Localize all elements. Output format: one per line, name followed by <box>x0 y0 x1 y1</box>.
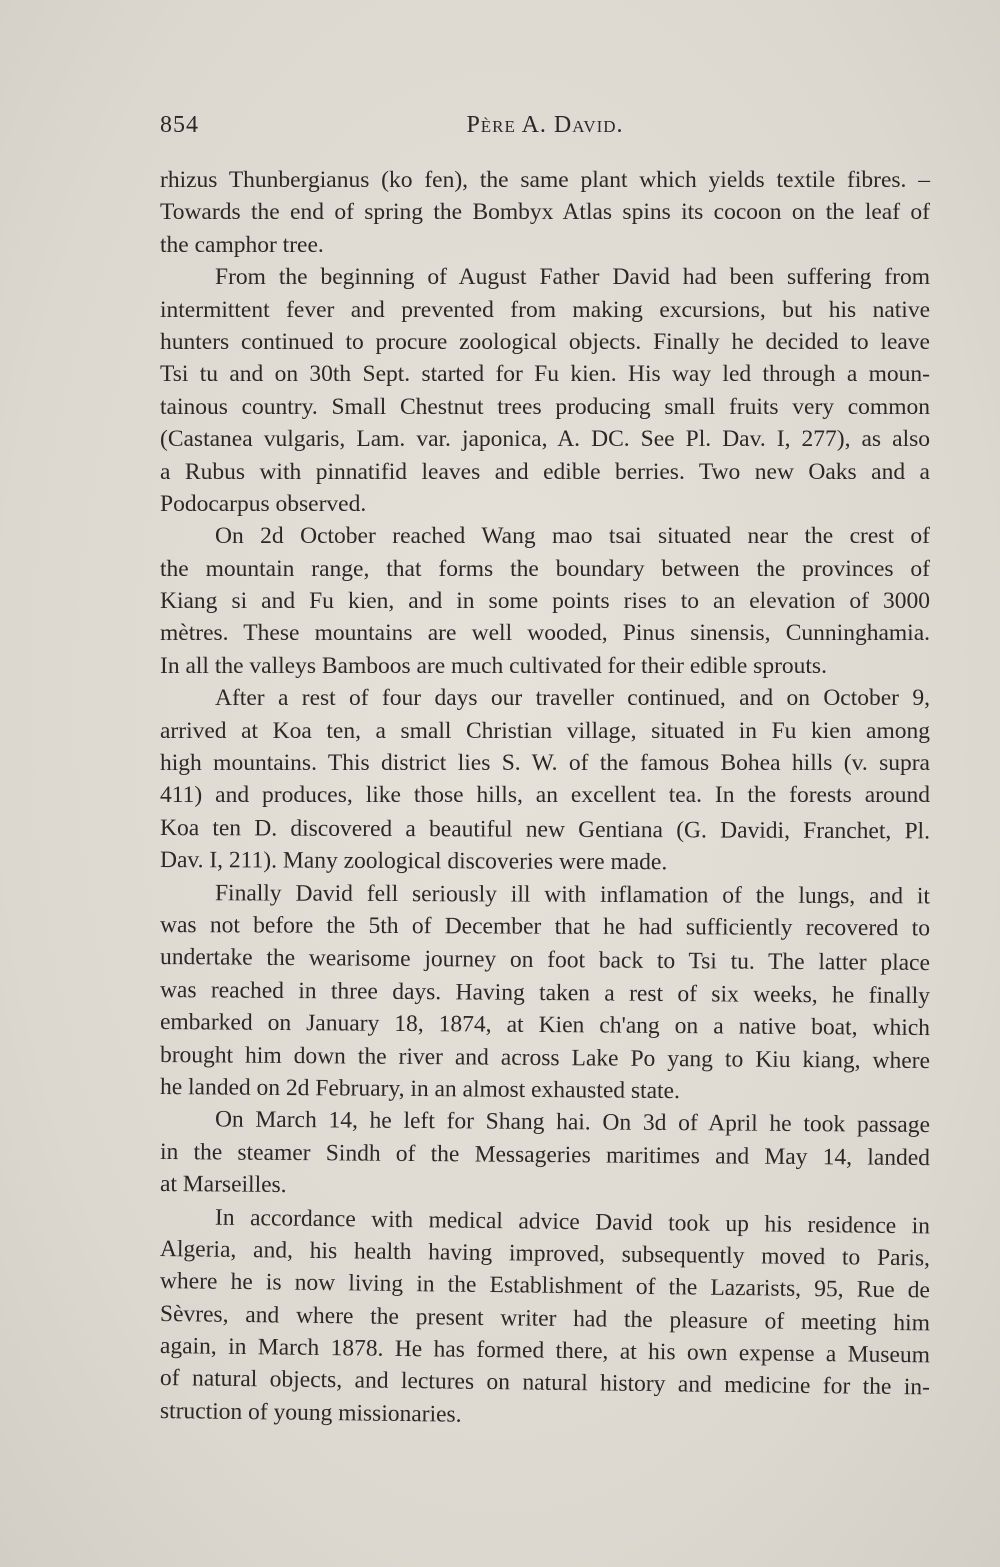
running-head: Père A. David. <box>466 112 624 138</box>
text-line: undertake the wearisome journey on foot back to Tsi tu. The latter place <box>159 944 931 977</box>
text-line: Algeria, and, his health having improved, subsequently moved to Paris, <box>159 1235 931 1272</box>
text-line: where he is now living in the Establishment of the Lazarists, 95, Rue de <box>159 1268 931 1304</box>
text-line: Towards the end of spring the Bombyx Atlas spins its cocoon on the leaf of <box>160 199 930 226</box>
text-line: again, in March 1878. He has formed there, at his own expense a Museum <box>159 1333 931 1369</box>
text-line: (Castanea vulgaris, Lam. var. japonica, A. DC. See Pl. Dav. I, 277), as also <box>160 426 930 453</box>
text-line: struction of young missionaries. <box>159 1397 462 1428</box>
text-line: hunters continued to procure zoological objects. Finally he decided to leave <box>160 328 930 355</box>
text-line: the mountain range, that forms the boundary between the provinces of <box>160 555 930 582</box>
text-line: arrived at Koa ten, a small Christian village, situated in Fu kien among <box>160 717 930 744</box>
text-line: On March 14, he left for Shang hai. On 3d of April he took passage <box>214 1106 931 1139</box>
text-line: of natural objects, and lectures on natural history and medicine for the in- <box>159 1365 931 1401</box>
text-line: tainous country. Small Chestnut trees producing small fruits very common <box>160 393 930 420</box>
body-text <box>160 164 930 1427</box>
text-line: On 2d October reached Wang mao tsai situated near the crest of <box>215 523 930 550</box>
text-line: mètres. These mountains are well wooded, Pinus sinensis, Cunninghamia. <box>160 620 930 647</box>
text-line: Podocarpus observed. <box>160 490 367 517</box>
text-line: he landed on 2d February, in an almost exhausted state. <box>159 1073 680 1105</box>
text-line: at Marseilles. <box>159 1171 287 1199</box>
text-line: in the steamer Sindh of the Messageries maritimes and May 14, landed <box>159 1138 931 1171</box>
text-line: Tsi tu and on 30th Sept. started for Fu kien. His way led through a moun- <box>160 361 930 388</box>
page-header <box>160 112 930 146</box>
page-number: 854 <box>160 112 199 138</box>
text-line: Dav. I, 211). Many zoological discoveries were made. <box>159 847 668 876</box>
text-line: the camphor tree. <box>160 231 324 258</box>
text-line: rhizus Thunbergianus (ko fen), the same plant which yields textile fibres. – <box>160 167 930 193</box>
text-line: a Rubus with pinnatifid leaves and edible berries. Two new Oaks and a <box>160 458 930 485</box>
text-line: embarked on January 18, 1874, at Kien ch'ang on a native boat, which <box>159 1009 931 1042</box>
text-line: In all the valleys Bamboos are much cultivated for their edible sprouts. <box>160 652 827 679</box>
text-line: was not before the 5th of December that he had sufficiently recovered to <box>159 911 931 942</box>
text-line: Finally David fell seriously ill with inflamation of the lungs, and it <box>214 879 931 909</box>
text-line: In accordance with medical advice David took up his residence in <box>214 1204 931 1239</box>
text-line: high mountains. This district lies S. W. of the famous Bohea hills (v. supra <box>160 750 930 777</box>
text-line: 411) and produces, like those hills, an excellent tea. In the forests around <box>160 782 930 809</box>
text-line: intermittent fever and prevented from making excursions, but his native <box>160 296 930 323</box>
text-line: Sèvres, and where the present writer had the pleasure of meeting him <box>159 1300 931 1337</box>
text-line: brought him down the river and across Lake Po yang to Kiu kiang, where <box>159 1041 931 1074</box>
text-line: From the beginning of August Father David had been suffering from <box>215 264 930 291</box>
text-line: was reached in three days. Having taken a rest of six weeks, he finally <box>159 976 931 1009</box>
text-line: Kiang si and Fu kien, and in some points rises to an elevation of 3000 <box>160 588 930 615</box>
text-line: Koa ten D. discovered a beautiful new Gentiana (G. Davidi, Franchet, Pl. <box>159 814 931 845</box>
text-line: After a rest of four days our traveller continued, and on October 9, <box>215 685 930 712</box>
